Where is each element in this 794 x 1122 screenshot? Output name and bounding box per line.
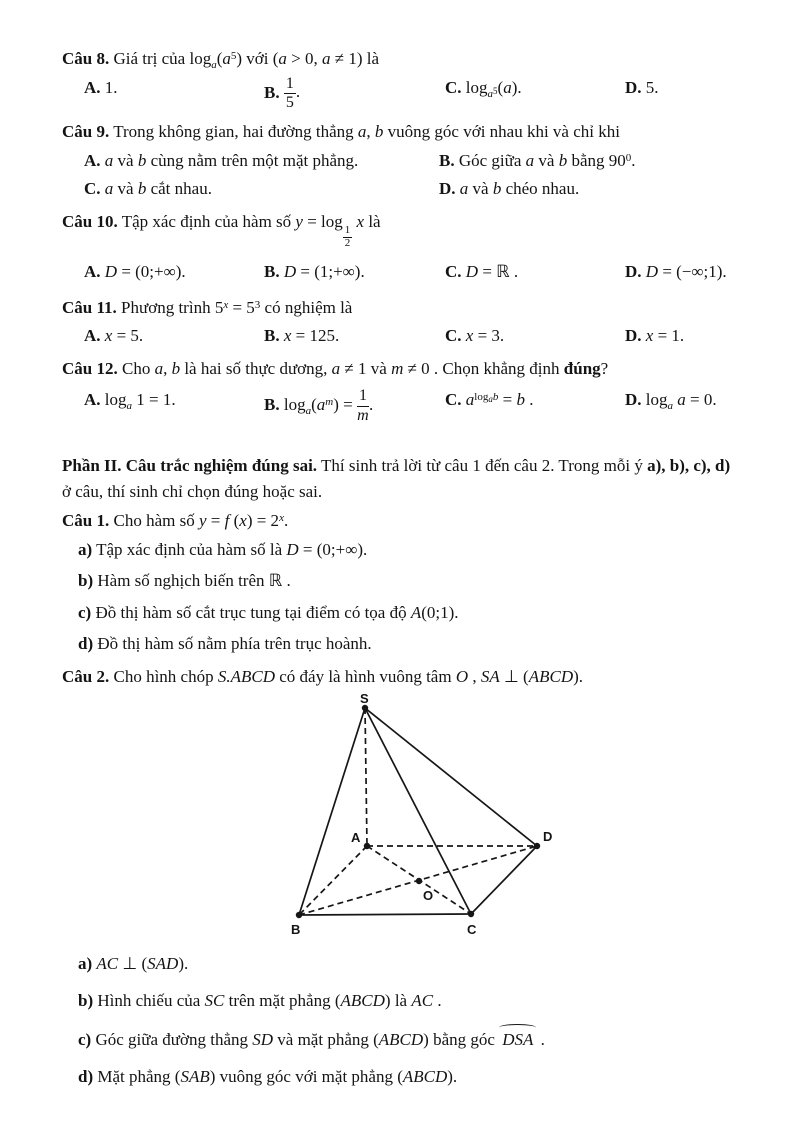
question-text: Giá trị của $\log_a(a^5)$ với (a > 0, a ≠ 1) là — [113, 49, 380, 71]
question-text: Trong không gian, hai đường thẳng a, b vuông góc với nhau khi và chỉ khi — [113, 122, 620, 142]
option-a: A. x = 5. — [84, 326, 144, 346]
question-10-stem — [62, 209, 738, 250]
question-text: Phương trình $5^x = 5^3$ có nghiệm là — [121, 297, 353, 317]
question-label: Câu 2. — [62, 666, 110, 686]
svg-text:A: A — [351, 830, 361, 846]
item-d: d) Đồ thị hàm số nằm phía trên trục hoành. — [78, 634, 372, 654]
item-c: c) Góc giữa đường thẳng SD và mặt phẳng (ABCD) bằng góc DSA . — [78, 1024, 738, 1053]
question-11 — [62, 295, 738, 349]
item-c: c) Đồ thị hàm số cắt trục tung tại điểm có tọa độ A(0;1). — [78, 602, 459, 622]
question-p2-2-stem — [62, 664, 738, 690]
question-12 — [62, 356, 738, 425]
question-p2-1-stem — [62, 508, 738, 534]
question-p2-1-items — [62, 537, 738, 657]
option-d: D. x = 1. — [625, 326, 685, 346]
question-label: Câu 8. — [62, 49, 110, 68]
question-text: Cho a, b là hai số thực dương, a ≠ 1 và m ≠ 0 . Chọn khẳng định đúng? — [121, 358, 609, 378]
svg-text:D: D — [543, 829, 553, 845]
question-10 — [62, 209, 738, 285]
part2-title: Phần II. Câu trắc nghiệm đúng sai. — [62, 456, 318, 476]
question-9 — [62, 119, 738, 202]
option-b: B. $\frac{1}{5}$ . — [264, 74, 301, 111]
question-10-options — [62, 259, 738, 285]
question-label: Câu 12. — [62, 358, 118, 378]
question-9-options — [62, 148, 738, 202]
question-text: Cho hàm số y = f $(x) = 2^x$. — [113, 511, 289, 531]
option-d: D. $\log_a a = 0$. — [625, 390, 717, 413]
option-d: D. D = (−∞;1). — [625, 262, 727, 282]
question-12-stem — [62, 356, 738, 382]
option-a: A. 1. — [84, 77, 118, 97]
option-d: D. a và b chéo nhau. — [439, 179, 580, 199]
svg-text:S: S — [360, 693, 369, 707]
question-p2-2 — [62, 664, 738, 1090]
option-c: C. a và b cắt nhau. — [84, 179, 212, 199]
item-a: a) AC ⊥ (SAD). — [78, 954, 189, 974]
option-c: C. $\log_{a^5}(a)$. — [445, 77, 522, 100]
item-b: b) Hàm số nghịch biến trên ℝ . — [78, 571, 291, 591]
option-b: B. Góc giữa a và b bằng $90^0$. — [439, 150, 636, 170]
option-d: D. 5. — [625, 77, 659, 97]
option-a: A. $\log_a 1 = 1$. — [84, 390, 176, 413]
svg-text:C: C — [467, 922, 477, 938]
question-11-stem — [62, 295, 738, 321]
item-b: b) Hình chiếu của SC trên mặt phẳng (ABCD) là AC . — [78, 990, 442, 1010]
question-9-stem — [62, 119, 738, 145]
question-p2-2-items — [62, 951, 738, 1089]
question-11-options — [62, 323, 738, 349]
question-label: Câu 10. — [62, 211, 118, 231]
option-c: C. $a^{log_ab} = b$ . — [445, 390, 534, 410]
item-a: a) Tập xác định của hàm số là D = (0;+∞). — [78, 539, 368, 559]
svg-text:O: O — [423, 888, 434, 904]
option-c: C. D = ℝ . — [445, 262, 519, 282]
question-text: Tập xác định của hàm số y = log $_{\frac{1}{2}}$ x là — [121, 211, 381, 249]
item-d: d) Mặt phẳng (SAB) vuông góc với mặt phẳng (ABCD). — [78, 1066, 458, 1086]
option-a: A. a và b cùng nằm trên một mặt phẳng. — [84, 150, 359, 170]
option-b: B. x = 125. — [264, 326, 340, 346]
question-12-options — [62, 387, 738, 425]
question-p2-1 — [62, 508, 738, 657]
option-c: C. x = 3. — [445, 326, 505, 346]
pyramid-figure — [270, 693, 580, 943]
pyramid-svg — [270, 693, 580, 943]
option-b: B. $\log_a(a^m)$ = $\frac{1}{m}$ . — [264, 387, 374, 424]
question-label: Câu 11. — [62, 297, 117, 317]
part2-heading — [62, 453, 738, 504]
option-b: B. D = (1;+∞). — [264, 262, 365, 282]
question-label: Câu 1. — [62, 511, 110, 531]
svg-text:B: B — [291, 922, 301, 938]
question-text: Cho hình chóp S.ABCD có đáy là hình vuông tâm O , SA ⊥ (ABCD). — [113, 666, 584, 686]
question-8 — [62, 46, 738, 112]
question-8-options — [62, 75, 738, 113]
question-8-stem — [62, 46, 738, 72]
question-label: Câu 9. — [62, 122, 110, 142]
part2-instructions: Thí sinh trả lời từ câu 1 đến câu 2. Trong mỗi ý a), b), c), d) ở câu, thí sinh chỉ chọn đúng hoặc sai. — [62, 456, 731, 501]
option-a: A. D = (0;+∞). — [84, 262, 186, 282]
